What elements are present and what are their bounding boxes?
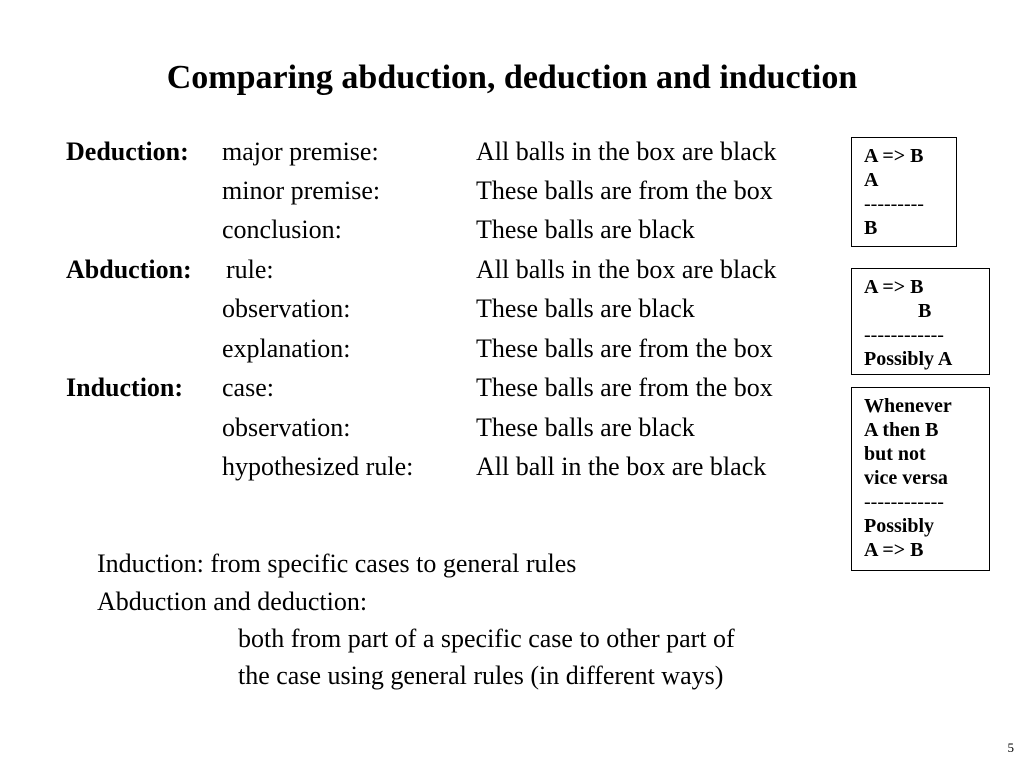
- page-number: 5: [1007, 740, 1014, 755]
- row-label: conclusion:: [222, 215, 342, 244]
- row-label: minor premise:: [222, 176, 381, 205]
- schema-line: but not: [864, 443, 926, 465]
- category-label: Deduction:: [66, 137, 189, 166]
- schema-line: Possibly: [864, 515, 935, 537]
- row-value: All balls in the box are black: [476, 255, 777, 284]
- induction-schema-box: [851, 387, 990, 571]
- schema-divider: ------------: [864, 491, 944, 513]
- schema-line: A then B: [864, 419, 939, 441]
- category-label: Abduction:: [66, 255, 192, 284]
- schema-line: A => B: [864, 539, 924, 561]
- summary-detail-line: the case using general rules (in different ways): [238, 661, 724, 690]
- row-label: observation:: [222, 294, 351, 323]
- row-value: These balls are black: [476, 215, 695, 244]
- summary-induction: Induction: from specific cases to general rules: [97, 549, 577, 578]
- deduction-schema-box: [851, 137, 957, 247]
- row-value: These balls are black: [476, 294, 695, 323]
- row-label: rule:: [226, 255, 274, 284]
- schema-line: B: [864, 217, 878, 239]
- row-label: major premise:: [222, 137, 379, 166]
- schema-line: A => B: [864, 145, 924, 167]
- summary-abduction-deduction: Abduction and deduction:: [97, 587, 368, 616]
- row-value: All balls in the box are black: [476, 137, 777, 166]
- row-label: hypothesized rule:: [222, 452, 414, 481]
- row-label: case:: [222, 373, 274, 402]
- schema-line: Whenever: [864, 395, 952, 417]
- abduction-schema-box: [851, 268, 990, 375]
- slide-title: Comparing abduction, deduction and induction: [166, 59, 858, 96]
- row-value: These balls are from the box: [476, 373, 773, 402]
- schema-line: A: [864, 169, 879, 191]
- schema-line: B: [918, 300, 932, 322]
- schema-line: vice versa: [864, 467, 948, 489]
- row-value: These balls are from the box: [476, 334, 773, 363]
- schema-line: Possibly A: [864, 348, 953, 370]
- row-value: These balls are from the box: [476, 176, 773, 205]
- category-label: Induction:: [66, 373, 184, 402]
- schema-divider: ------------: [864, 324, 944, 346]
- row-label: explanation:: [222, 334, 351, 363]
- summary-detail-line: both from part of a specific case to other part of: [238, 624, 735, 653]
- row-label: observation:: [222, 413, 351, 442]
- row-value: These balls are black: [476, 413, 695, 442]
- schema-divider: ---------: [864, 193, 924, 215]
- row-value: All ball in the box are black: [476, 452, 767, 481]
- schema-line: A => B: [864, 276, 924, 298]
